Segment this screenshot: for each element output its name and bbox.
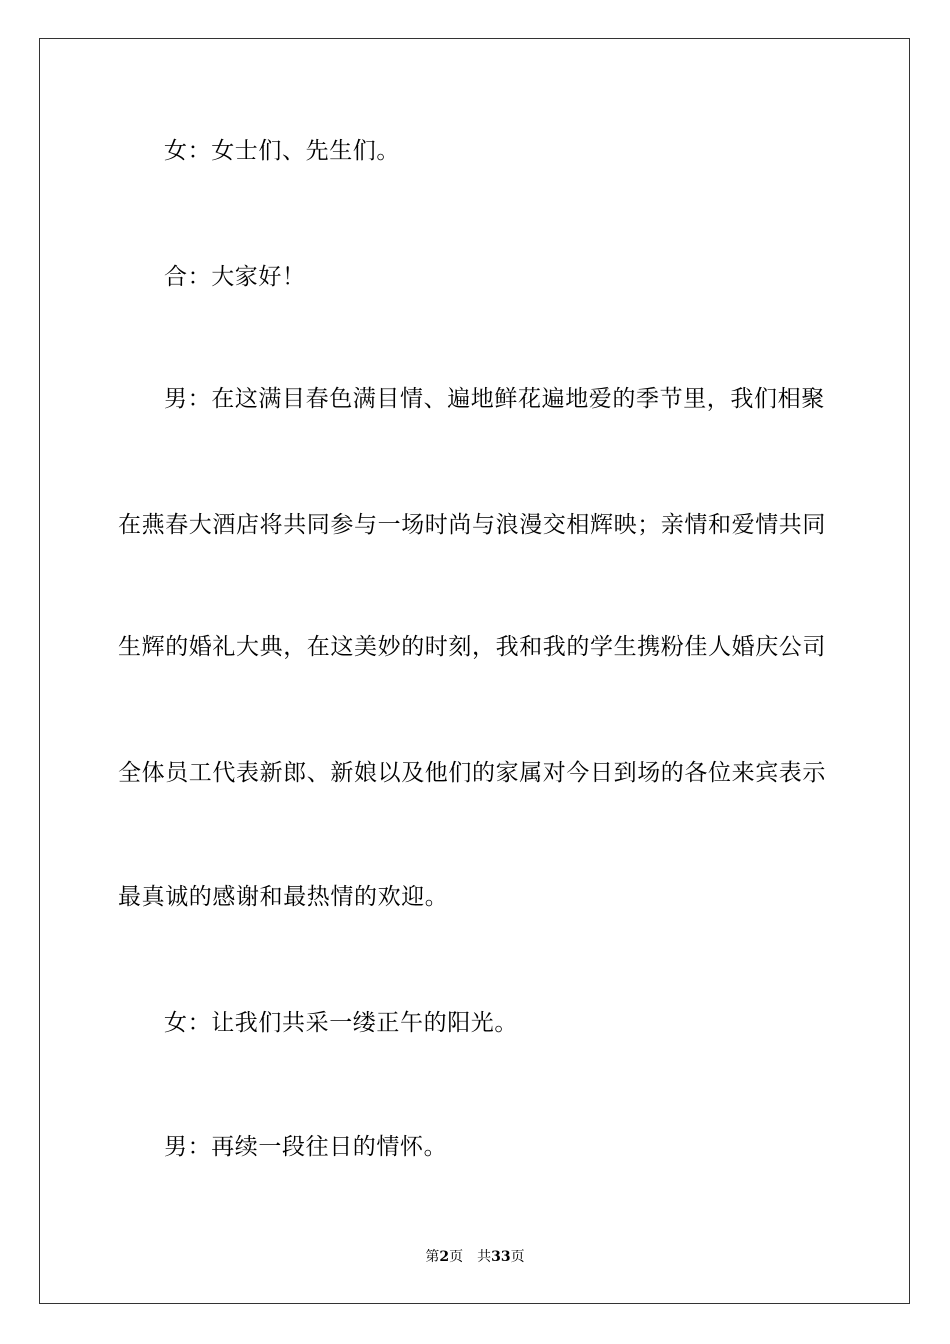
footer-total-pages: 33	[491, 1249, 511, 1265]
paragraph-line-1: 女：女士们、先生们。	[164, 138, 400, 164]
paragraph-line-9: 男：再续一段往日的情怀。	[164, 1134, 448, 1160]
paragraph-line-5: 生辉的婚礼大典，在这美妙的时刻，我和我的学生携粉佳人婚庆公司	[118, 634, 826, 660]
paragraph-line-8: 女：让我们共采一缕正午的阳光。	[164, 1010, 518, 1036]
page-footer	[0, 1247, 950, 1267]
footer-total-suffix: 页	[510, 1249, 525, 1265]
page-border	[39, 38, 910, 1304]
paragraph-line-7: 最真诚的感谢和最热情的欢迎。	[118, 884, 449, 910]
paragraph-line-4: 在燕春大酒店将共同参与一场时尚与浪漫交相辉映；亲情和爱情共同	[118, 512, 826, 538]
paragraph-line-2: 合：大家好！	[164, 264, 306, 290]
footer-page-suffix: 页	[449, 1249, 464, 1265]
paragraph-line-6: 全体员工代表新郎、新娘以及他们的家属对今日到场的各位来宾表示	[118, 760, 826, 786]
footer-page-prefix: 第	[425, 1249, 440, 1265]
footer-total-prefix: 共	[477, 1249, 492, 1265]
paragraph-line-3: 男：在这满目春色满目情、遍地鲜花遍地爱的季节里，我们相聚	[164, 386, 825, 412]
footer-page-number: 2	[439, 1249, 450, 1265]
